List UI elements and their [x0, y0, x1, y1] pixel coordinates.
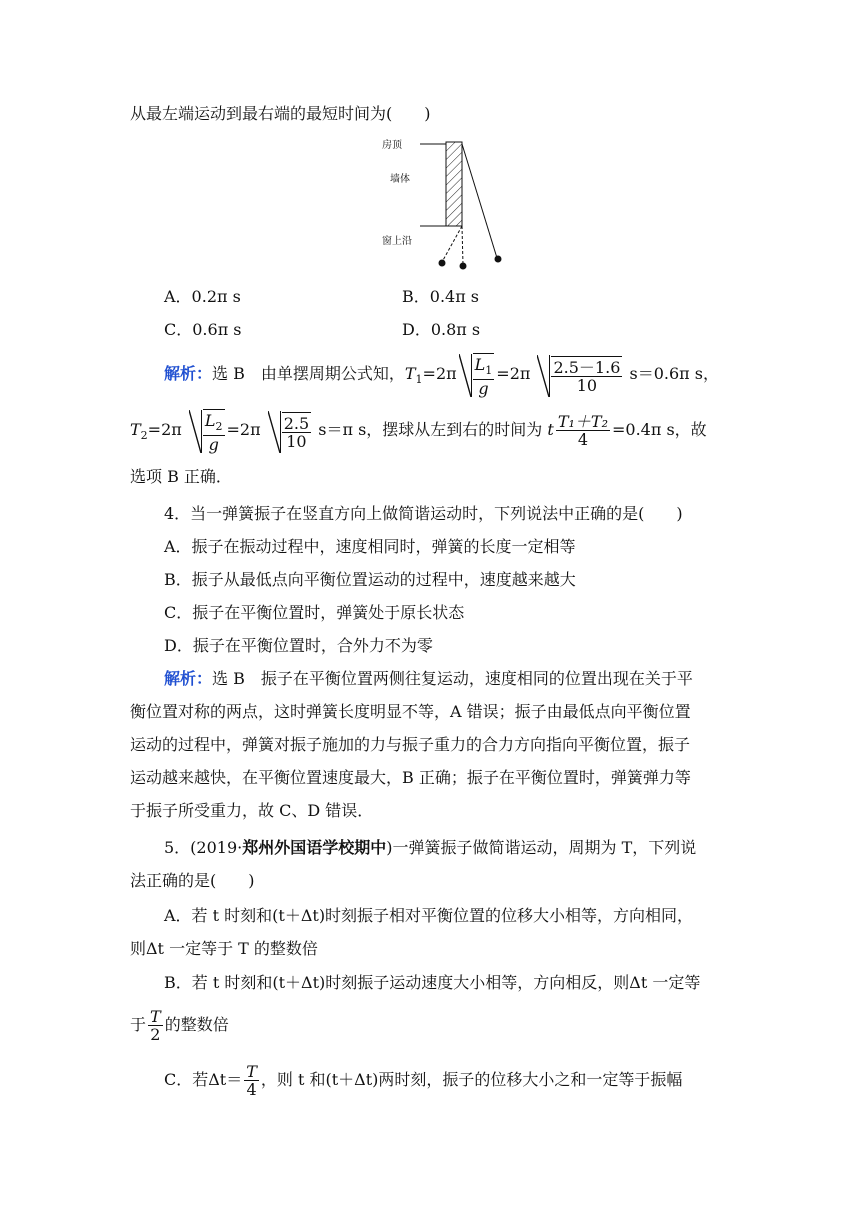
q3-solution-tag: 解析： [164, 364, 213, 383]
q4-solution-line5: 于振子所受重力，故 C、D 错误． [130, 801, 374, 820]
middle-swing-string [462, 226, 463, 265]
pendulum-diagram [380, 132, 520, 274]
q4-solution-line3: 运动的过程中，弹簧对振子施加的力与振子重力的合力方向指向平衡位置，振子 [130, 735, 691, 754]
q5-option-c: C．若Δt＝ $\frac{T}{4}$ ，则 t 和(t＋Δt)两时刻，振子的位移大小之和一定等于振幅 [164, 1062, 683, 1099]
label-wall: 墙体 [390, 174, 410, 185]
q4-option-a: A．振子在振动过程中，速度相同时，弹簧的长度一定相等 [164, 537, 576, 556]
left-swing-string [442, 226, 462, 262]
q4-solution-tag: 解析： [164, 669, 213, 688]
q4-solution-line1: 解析：选 B 振子在平衡位置两侧往复运动，速度相同的位置出现在关于平 [164, 669, 693, 688]
q5-stem-line2: 法正确的是( ) [130, 871, 255, 890]
ball-left [439, 260, 446, 267]
pendulum-string [462, 144, 497, 258]
q3-stem: 从最左端运动到最右端的最短时间为( ) [130, 104, 431, 123]
q4-option-c: C．振子在平衡位置时，弹簧处于原长状态 [164, 603, 465, 622]
q5-option-a-line1: A．若 t 时刻和(t＋Δt)时刻振子相对平衡位置的位移大小相等，方向相同， [164, 906, 694, 925]
q4-option-d: D．振子在平衡位置时，合外力不为零 [164, 636, 433, 655]
q5-option-a-line2: 则Δt 一定等于 T 的整数倍 [130, 939, 318, 958]
q5-option-b-line2: 于 $\frac{T}{2}$ 的整数倍 [130, 1007, 229, 1044]
q4-solution-line4: 运动越来越快，在平衡位置速度最大，B 正确；振子在平衡位置时，弹簧弹力等 [130, 768, 691, 787]
q3-option-a: A．0.2π s [164, 287, 241, 306]
wall-block [446, 142, 462, 226]
q4-solution-line2: 衡位置对称的两点，这时弹簧长度明显不等，A 错误；振子由最低点向平衡位置 [130, 702, 691, 721]
q3-option-b: B．0.4π s [402, 287, 480, 306]
q5-source: 郑州外国语学校期中 [242, 838, 387, 857]
q3-solution-line3: 选项 B 正确． [130, 467, 232, 486]
label-window: 窗上沿 [382, 236, 412, 247]
q4-option-b: B．振子从最低点向平衡位置运动的过程中，速度越来越大 [164, 570, 576, 589]
label-roof: 房顶 [382, 140, 402, 151]
q3-option-c: C．0.6π s [164, 320, 242, 339]
ball-middle [460, 263, 467, 270]
q3-solution-line2: $T_2=2\pi$ $\frac{L_2}{g}$ =2π $\frac{2.5}{10}$ s＝π s，摆球从左到右的时间为 t $\frac{\text{T₁＋T₂}}{4}$ =0.4π s，故 [130, 408, 707, 458]
q5-option-b-line1: B．若 t 时刻和(t＋Δt)时刻振子运动速度大小相等，方向相反，则Δt 一定等 [164, 973, 701, 992]
q3-option-d: D．0.8π s [402, 320, 481, 339]
pendulum-figure [380, 132, 520, 274]
ball-right [495, 256, 502, 263]
q4-stem: 4．当一弹簧振子在竖直方向上做简谐运动时，下列说法中正确的是( ) [164, 504, 683, 523]
q5-stem: 5．(2019·郑州外国语学校期中)一弹簧振子做简谐运动，周期为 T，下列说 [164, 838, 697, 857]
q3-solution-line1: 解析：选 B 由单摆周期公式知，$T_1=2\pi$ $\frac{L_1}{g}$ =2π $\frac{2.5-1.6}{10}$ s＝0.6π s， [164, 352, 719, 402]
